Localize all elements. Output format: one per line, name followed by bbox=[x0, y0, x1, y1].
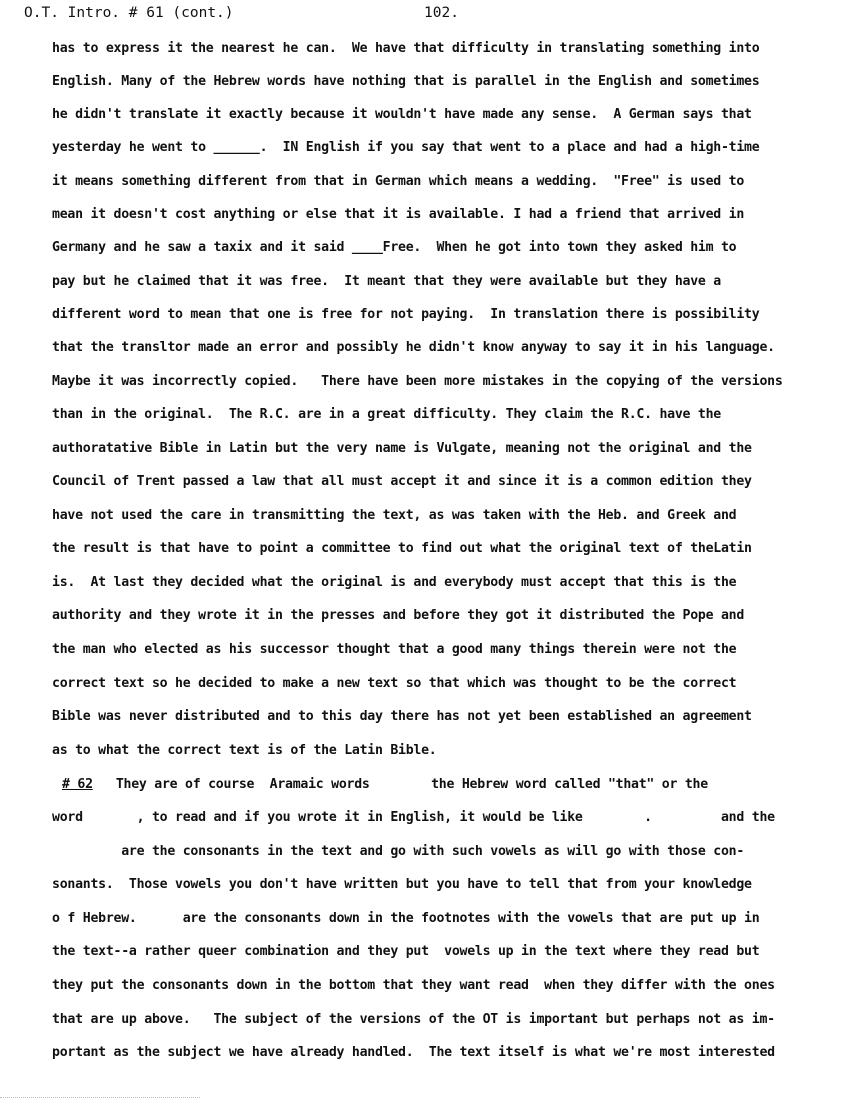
text-line: Maybe it was incorrectly copied. There have been more mistakes in the copying of the versions bbox=[52, 374, 783, 389]
text-line: authoratative Bible in Latin but the very name is Vulgate, meaning not the original and the bbox=[52, 441, 752, 456]
text-line: o f Hebrew. are the consonants down in the footnotes with the vowels that are put up in bbox=[52, 911, 760, 926]
text-line: the text--a rather queer combination and they put vowels up in the text where they read but bbox=[52, 944, 760, 959]
text-line: Bible was never distributed and to this day there has not yet been established an agreement bbox=[52, 709, 752, 724]
text-line: Germany and he saw a taxix and it said ____Free. When he got into town they asked him to bbox=[52, 240, 737, 255]
text-line: English. Many of the Hebrew words have nothing that is parallel in the English and sometimes bbox=[52, 74, 760, 89]
text-line: the man who elected as his successor thought that a good many things therein were not the bbox=[52, 642, 737, 657]
text-line: than in the original. The R.C. are in a great difficulty. They claim the R.C. have the bbox=[52, 407, 721, 422]
text-line: are the consonants in the text and go with such vowels as will go with those con- bbox=[52, 844, 745, 859]
text-line: it means something different from that in German which means a wedding. "Free" is used to bbox=[52, 174, 745, 189]
text-line: authority and they wrote it in the presses and before they got it distributed the Pope and bbox=[52, 608, 745, 623]
text-line: that are up above. The subject of the versions of the OT is important but perhaps not as im- bbox=[52, 1012, 775, 1027]
scan-edge-marks bbox=[0, 1097, 200, 1102]
section-label: # 62 bbox=[62, 777, 93, 792]
text-line: he didn't translate it exactly because it wouldn't have made any sense. A German says that bbox=[52, 107, 752, 122]
text-line: sonants. Those vowels you don't have written but you have to tell that from your knowledge bbox=[52, 877, 752, 892]
text-line: mean it doesn't cost anything or else that it is available. I had a friend that arrived in bbox=[52, 207, 745, 222]
text-line: have not used the care in transmitting the text, as was taken with the Heb. and Greek and bbox=[52, 508, 737, 523]
text-line: that the transltor made an error and possibly he didn't know anyway to say it in his language. bbox=[52, 340, 775, 355]
text-line: has to express it the nearest he can. We have that difficulty in translating something into bbox=[52, 41, 760, 56]
text-line: Council of Trent passed a law that all must accept it and since it is a common edition they bbox=[52, 474, 752, 489]
text-line: the result is that have to point a committee to find out what the original text of theLatin bbox=[52, 541, 752, 556]
text-line: yesterday he went to ______. IN English if you say that went to a place and had a high-time bbox=[52, 140, 760, 155]
text-line: as to what the correct text is of the Latin Bible. bbox=[52, 743, 437, 758]
page-header: O.T. Intro. # 61 (cont.) bbox=[24, 5, 234, 21]
text-line: They are of course Aramaic words the Hebrew word called "that" or the bbox=[92, 777, 708, 792]
text-line: portant as the subject we have already handled. The text itself is what we're most interested bbox=[52, 1045, 775, 1060]
text-line: is. At last they decided what the original is and everybody must accept that this is the bbox=[52, 575, 737, 590]
page-number: 102. bbox=[424, 5, 459, 21]
text-line: pay but he claimed that it was free. It meant that they were available but they have a bbox=[52, 274, 721, 289]
text-line: word , to read and if you wrote it in English, it would be like . and the bbox=[52, 810, 775, 825]
text-line: different word to mean that one is free for not paying. In translation there is possibility bbox=[52, 307, 760, 322]
text-line: correct text so he decided to make a new text so that which was thought to be the correct bbox=[52, 676, 737, 691]
section-62-line bbox=[62, 777, 708, 792]
text-line: they put the consonants down in the bottom that they want read when they differ with the ones bbox=[52, 978, 775, 993]
